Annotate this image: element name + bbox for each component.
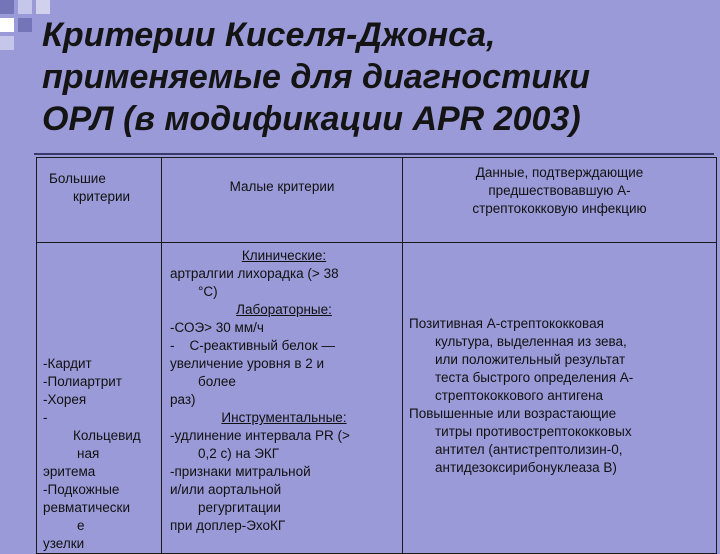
- strep-evidence-cell: [403, 243, 717, 554]
- strep-line: теста быстрого определения А-: [435, 370, 634, 385]
- table-body-row: [37, 243, 717, 554]
- deco-square: [0, 18, 14, 32]
- strep-line: антител (антистрептолизин-0,: [435, 442, 623, 457]
- instrumental-heading: Инструментальные:: [221, 410, 347, 425]
- major-line: узелки: [43, 536, 85, 551]
- title-line: Критерии Киселя-Джонса,: [42, 16, 496, 54]
- strep-line: титры противострептококковых: [435, 424, 632, 439]
- major-line: е: [77, 518, 85, 533]
- major-line: эритема: [43, 464, 96, 479]
- header-minor-criteria: [162, 158, 403, 243]
- criteria-table: [36, 157, 717, 554]
- clinical-heading: Клинические:: [241, 248, 327, 263]
- header-line: критерии: [73, 189, 131, 204]
- minor-line: более: [198, 374, 236, 389]
- header-line: стрептококковую инфекцию: [472, 201, 647, 216]
- strep-line: Позитивная А-стрептококковая: [409, 316, 604, 331]
- minor-line: °С): [198, 284, 218, 299]
- minor-criteria-cell: [162, 243, 403, 554]
- strep-line: культура, выделенная из зева,: [435, 334, 627, 349]
- major-line: ная: [77, 446, 100, 461]
- minor-line: и/или аортальной: [170, 482, 282, 497]
- strep-line: стрептококкового антигена: [435, 388, 604, 403]
- major-line: -Полиартрит: [43, 374, 122, 389]
- minor-line: -признаки митральной: [170, 464, 311, 479]
- minor-line: - С-реактивный белок —: [170, 338, 336, 353]
- deco-square: [0, 0, 14, 14]
- header-line: предшествовавшую А-: [488, 183, 631, 198]
- lab-heading: Лабораторные:: [236, 302, 332, 317]
- title-line: применяемые для диагностики: [42, 58, 591, 96]
- table-header-row: [37, 158, 717, 243]
- minor-line: увеличение уровня в 2 и: [170, 356, 325, 371]
- major-line: ревматически: [43, 500, 130, 515]
- minor-line: регургитации: [198, 500, 281, 515]
- major-line: -Кардит: [43, 356, 92, 371]
- header-line: Малые критерии: [229, 179, 335, 194]
- deco-square: [36, 0, 50, 14]
- minor-line: артралгии лихорадка (> 38: [170, 266, 339, 281]
- header-line: Данные, подтверждающие: [475, 165, 644, 180]
- minor-line: -удлинение интервала PR (>: [170, 428, 350, 443]
- deco-square: [0, 36, 14, 50]
- strep-line: или положительный результат: [435, 352, 626, 367]
- deco-square: [18, 18, 32, 32]
- title-divider: [34, 153, 714, 155]
- strep-line: Повышенные или возрастающие: [409, 406, 617, 421]
- minor-line: -СОЭ> 30 мм/ч: [170, 320, 264, 335]
- minor-line: раз): [170, 392, 196, 407]
- minor-line: 0,2 с) на ЭКГ: [198, 446, 280, 461]
- major-line: -Подкожные: [43, 482, 120, 497]
- header-major-criteria: [37, 158, 162, 243]
- header-line: Большие: [49, 171, 106, 186]
- minor-line: при доплер-ЭхоКГ: [170, 518, 286, 533]
- header-strep-evidence: [403, 158, 717, 243]
- deco-square: [18, 0, 32, 14]
- major-line: -: [43, 410, 48, 425]
- title-line: ОРЛ (в модификации АРR 2003): [42, 100, 581, 138]
- major-line: -Хорея: [43, 392, 87, 407]
- slide-title: [42, 14, 712, 140]
- major-criteria-cell: [37, 243, 162, 554]
- major-line: Кольцевид: [73, 428, 141, 443]
- strep-line: антидезоксирибонуклеаза В): [435, 460, 617, 475]
